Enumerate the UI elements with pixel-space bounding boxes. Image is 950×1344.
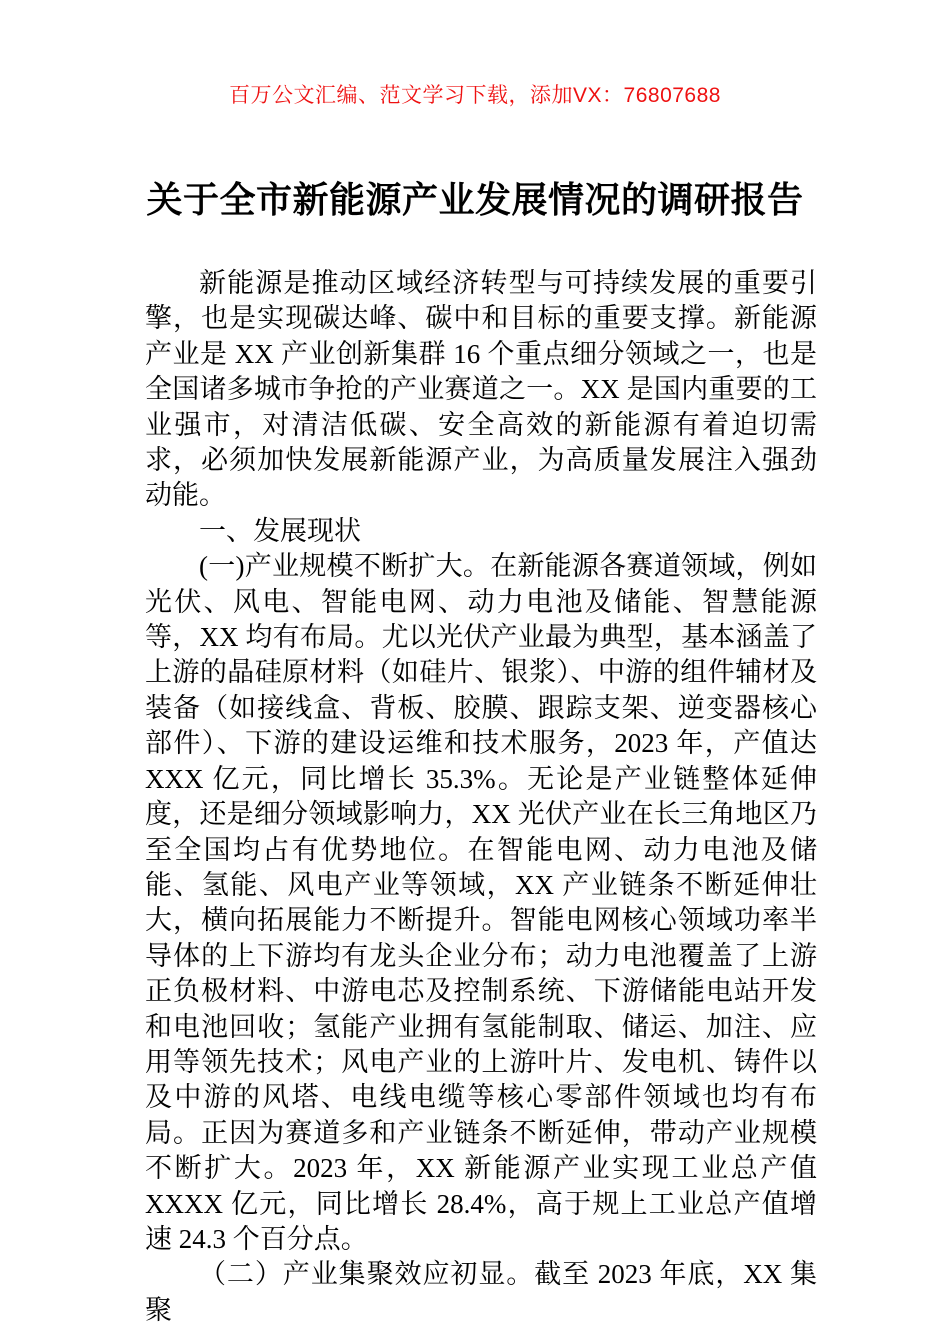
- page-title: 关于全市新能源产业发展情况的调研报告: [146, 179, 804, 220]
- promo-header-text: 百万公文汇编、范文学习下载，添加VX：76807688: [229, 84, 721, 107]
- paragraph-industry-scale: (一)产业规模不断扩大。在新能源各赛道领域，例如光伏、风电、智能电网、动力电池及储能、智慧能源等，XX 均有布局。尤以光伏产业最为典型，基本涵盖了上游的晶硅原材料（如硅片、银浆）、中游的组件辅材及装备（如接线盒、背板、胶膜、跟踪支架、逆变器核心部件）、下游的建设运维和技术服务，2023 年，产值达 XXX 亿元，同比增长 35.3%。无论是产业链整体延伸度，还是细分领域影响力，XX 光伏产业在长三角地区乃至全国均占有优势地位。在智能电网、动力电池及储能、氢能、风电产业等领域，XX 产业链条不断延伸壮大，横向拓展能力不断提升。智能电网核心领域功率半导体的上下游均有龙头企业分布；动力电池覆盖了上游正负极材料、中游电芯及控制系统、下游储能电站开发和电池回收；氢能产业拥有氢能制取、储运、加注、应用等领先技术；风电产业的上游叶片、发电机、铸件以及中游的风塔、电线电缆等核心零部件领域也均有布局。正因为赛道多和产业链条不断延伸，带动产业规模不断扩大。2023 年，XX 新能源产业实现工业总产值 XXXX 亿元，同比增长 28.4%，高于规上工业总产值增速 24.3 个百分点。: [145, 551, 817, 1254]
- paragraph-industry-cluster: （二）产业集聚效应初显。截至 2023 年底，XX 集聚: [145, 1259, 817, 1325]
- document-body: [145, 266, 817, 1328]
- paragraph-intro: 新能源是推动区域经济转型与可持续发展的重要引擎，也是实现碳达峰、碳中和目标的重要支撑。新能源产业是 XX 产业创新集群 16 个重点细分领域之一，也是全国诸多城市争抢的产业赛道之一。XX 是国内重要的工业强市，对清洁低碳、安全高效的新能源有着迫切需求，必须加快发展新能源产业，为高质量发展注入强劲动能。: [145, 268, 817, 511]
- section-heading-development-status: 一、发展现状: [199, 515, 361, 546]
